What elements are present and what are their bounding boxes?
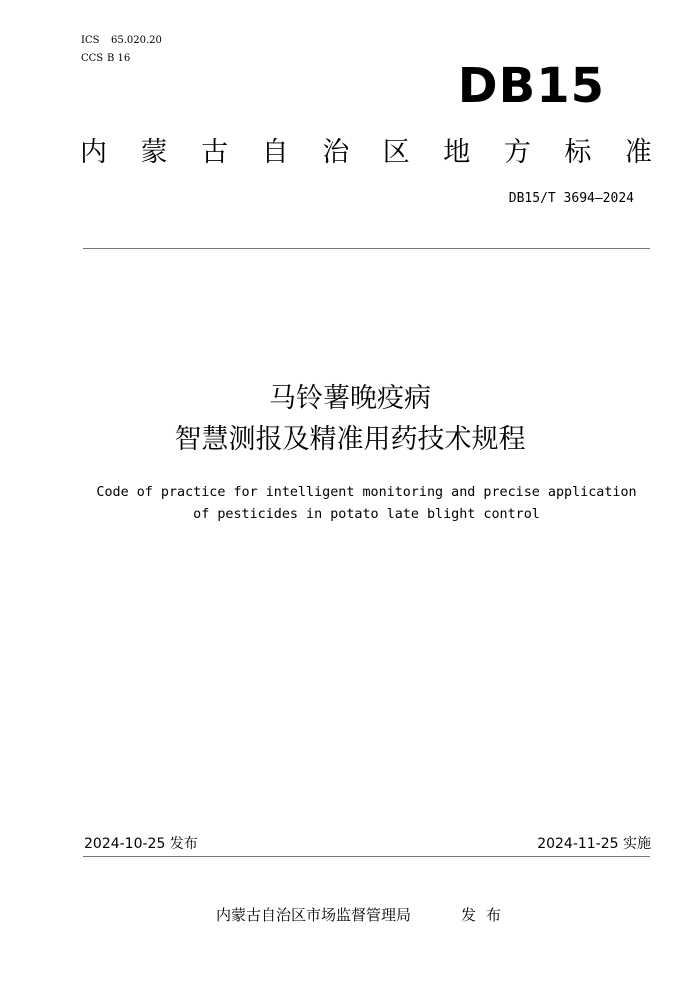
category-char: 标 [564,137,592,168]
ics-classification [81,35,162,47]
standard-logo: DB15 [457,58,605,114]
ics-code: 65.020.20 [111,35,162,46]
category-char: 自 [261,137,289,168]
standard-category [80,136,652,170]
category-char: 古 [201,137,229,168]
category-char: 内 [80,137,107,168]
standard-number: DB15/T 3694—2024 [508,191,634,206]
category-char: 准 [624,137,652,168]
implement-date: 2024-11-25 实施 [537,836,651,852]
publish-date: 2024-10-25 发布 [84,836,198,852]
title-en-line-2: of pesticides in potato late blight control [193,507,540,522]
title-cn-line-2: 智慧测报及精准用药技术规程 [174,424,526,455]
ccs-code: B 16 [107,53,131,64]
ccs-label: CCS [81,53,104,64]
category-char: 区 [382,137,410,168]
issuer-action: 发布 [461,906,512,924]
category-char: 地 [443,137,471,168]
category-char: 蒙 [140,137,168,168]
title-en-line-1: Code of practice for intelligent monitoring and precise application [96,485,637,500]
category-char: 治 [322,137,350,168]
title-cn-line-1: 马铃薯晚疫病 [269,383,431,414]
top-divider [83,248,650,249]
bottom-divider [83,856,650,857]
issuer-name: 内蒙古自治区市场监督管理局 [216,906,412,924]
ccs-classification [81,53,130,65]
category-char: 方 [503,137,531,168]
ics-label: ICS [81,35,100,46]
